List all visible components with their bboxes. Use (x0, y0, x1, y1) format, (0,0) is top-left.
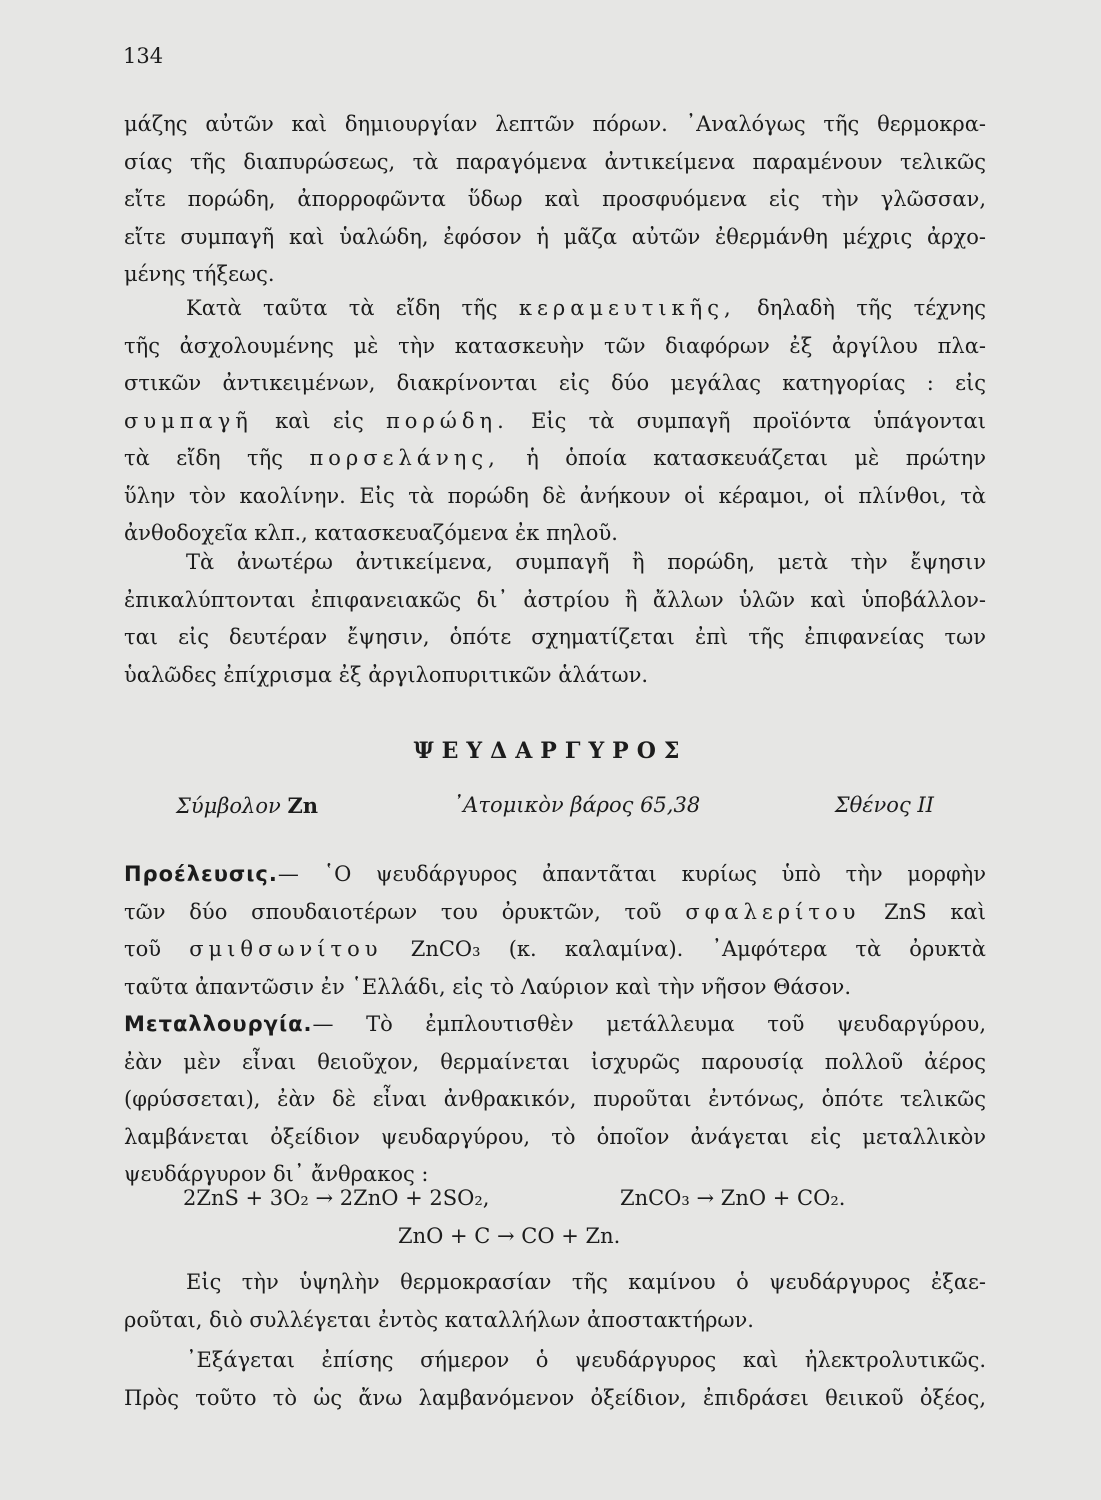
text-line: Προέλευσις.— ῾Ο ψευδάργυρος ἀπαντᾶται κυρίως ὑπὸ τὴν μορφὴν (124, 862, 986, 886)
text-line: ροῦται, διὸ συλλέγεται ἐντὸς καταλλήλων ἀποστακτήρων. (124, 1307, 754, 1332)
text-line: μένης τήξεως. (124, 262, 275, 286)
paragraph-electrolysis (124, 1342, 986, 1417)
equation-reduction: ZnO + C → CO + Zn. (398, 1224, 621, 1248)
text-line: (φρύσσεται), ἐὰν δὲ εἶναι ἀνθρακικόν, πυροῦται ἐντόνως, ὁπότε τελικῶς (124, 1087, 986, 1111)
metallurgy-heading: Μεταλλουργία. (124, 1012, 313, 1036)
text-line: λαμβάνεται ὀξείδιον ψευδαργύρου, τὸ ὁποῖον ἀνάγεται εἰς μεταλλικὸν (124, 1124, 986, 1149)
text-line: συμπαγῆ καὶ εἰς πορώδη. Εἰς τὰ συμπαγῆ προϊόντα ὑπάγονται (124, 408, 986, 433)
element-symbol: Σύμβολον Zn (176, 793, 319, 818)
paragraph-porosity (124, 106, 986, 294)
text-line: ἐπικαλύπτονται ἐπιφανειακῶς δι᾿ ἀστρίου ἢ ἄλλων ὑλῶν καὶ ὑποβάλλον- (124, 587, 986, 612)
text-line: ται εἰς δευτέραν ἔψησιν, ὁπότε σχηματίζεται ἐπὶ τῆς ἐπιφανείας των (124, 625, 986, 649)
text-line: εἴτε συμπαγῆ καὶ ὑαλώδη, ἐφόσον ἡ μᾶζα αὐτῶν ἐθερμάνθη μέχρις ἀρχο- (124, 224, 986, 249)
text-line: μάζης αὐτῶν καὶ δημιουργίαν λεπτῶν πόρων. ᾿Αναλόγως τῆς θερμοκρα- (124, 112, 986, 136)
text-line: τὰ εἴδη τῆς πορσελάνης, ἡ ὁποία κατασκευάζεται μὲ πρώτην (124, 446, 986, 470)
text-line: ὕλην τὸν καολίνην. Εἰς τὰ πορώδη δὲ ἀνήκουν οἱ κέραμοι, οἱ πλίνθοι, τὰ (124, 483, 986, 508)
text-line: Κατὰ ταῦτα τὰ εἴδη τῆς κεραμευτικῆς, δηλαδὴ τῆς τέχνης (186, 296, 986, 320)
atomic-weight: ᾿Ατομικὸν βάρος 65,38 (452, 793, 701, 817)
equation-znco3: ZnCO₃ → ZnO + CO₂. (620, 1186, 846, 1210)
text-line: Εἰς τὴν ὑψηλὴν θερμοκρασίαν τῆς καμίνου ὁ ψευδάργυρος ἐξαε- (186, 1270, 986, 1294)
section-title: ΨΕΥΔΑΡΓΥΡΟΣ (413, 738, 688, 764)
page-number: 134 (123, 44, 164, 68)
paragraph-glazing (124, 544, 986, 694)
origin-heading: Προέλευσις. (124, 862, 278, 886)
paragraph-distillation (124, 1264, 986, 1339)
text-line: ἐὰν μὲν εἶναι θειοῦχον, θερμαίνεται ἰσχυρῶς παρουσίᾳ πολλοῦ ἀέρος (124, 1049, 986, 1074)
element-info-row (176, 793, 934, 818)
text-line: Τὰ ἀνωτέρω ἀντικείμενα, συμπαγῆ ἢ πορώδη, μετὰ τὴν ἔψησιν (186, 550, 986, 574)
text-line: τῆς ἀσχολουμένης μὲ τὴν κατασκευὴν τῶν διαφόρων ἐξ ἀργίλου πλα- (124, 333, 986, 358)
text-line: ταῦτα ἀπαντῶσιν ἐν ῾Ελλάδι, εἰς τὸ Λαύριον καὶ τὴν νῆσον Θάσον. (124, 974, 851, 999)
text-line: ἀνθοδοχεῖα κλπ., κατασκευαζόμενα ἐκ πηλοῦ. (124, 521, 618, 545)
text-line: ᾿Εξάγεται ἐπίσης σήμερον ὁ ψευδάργυρος καὶ ἠλεκτρολυτικῶς. (186, 1348, 986, 1372)
text-line: τῶν δύο σπουδαιοτέρων του ὀρυκτῶν, τοῦ σφαλερίτου ZnS καὶ (124, 899, 986, 924)
paragraph-origin (124, 856, 986, 1006)
text-line: σίας τῆς διαπυρώσεως, τὰ παραγόμενα ἀντικείμενα παραμένουν τελικῶς (124, 149, 986, 174)
paragraph-ceramics (124, 290, 986, 553)
text-line: τοῦ σμιθσωνίτου ZnCO₃ (κ. καλαμίνα). ᾿Αμφότερα τὰ ὀρυκτὰ (124, 937, 986, 961)
equation-zns: 2ZnS + 3O₂ → 2ZnO + 2SO₂, (183, 1186, 490, 1210)
text-line: στικῶν ἀντικειμένων, διακρίνονται εἰς δύο μεγάλας κατηγορίας : εἰς (124, 371, 986, 395)
text-line: Πρὸς τοῦτο τὸ ὡς ἄνω λαμβανόμενον ὀξείδιον, ἐπιδράσει θειικοῦ ὀξέος, (124, 1385, 986, 1410)
text-line: ψευδάργυρον δι᾿ ἄνθρακος : (124, 1162, 429, 1186)
paragraph-metallurgy (124, 1006, 986, 1194)
valence: Σθένος II (834, 793, 934, 817)
text-line: Μεταλλουργία.— Τὸ ἐμπλουτισθὲν μετάλλευμα τοῦ ψευδαργύρου, (124, 1012, 986, 1036)
text-line: ὑαλῶδες ἐπίχρισμα ἐξ ἀργιλοπυριτικῶν ἁλάτων. (124, 662, 649, 687)
text-line: εἴτε πορώδη, ἀπορροφῶντα ὕδωρ καὶ προσφυόμενα εἰς τὴν γλῶσσαν, (124, 187, 986, 211)
